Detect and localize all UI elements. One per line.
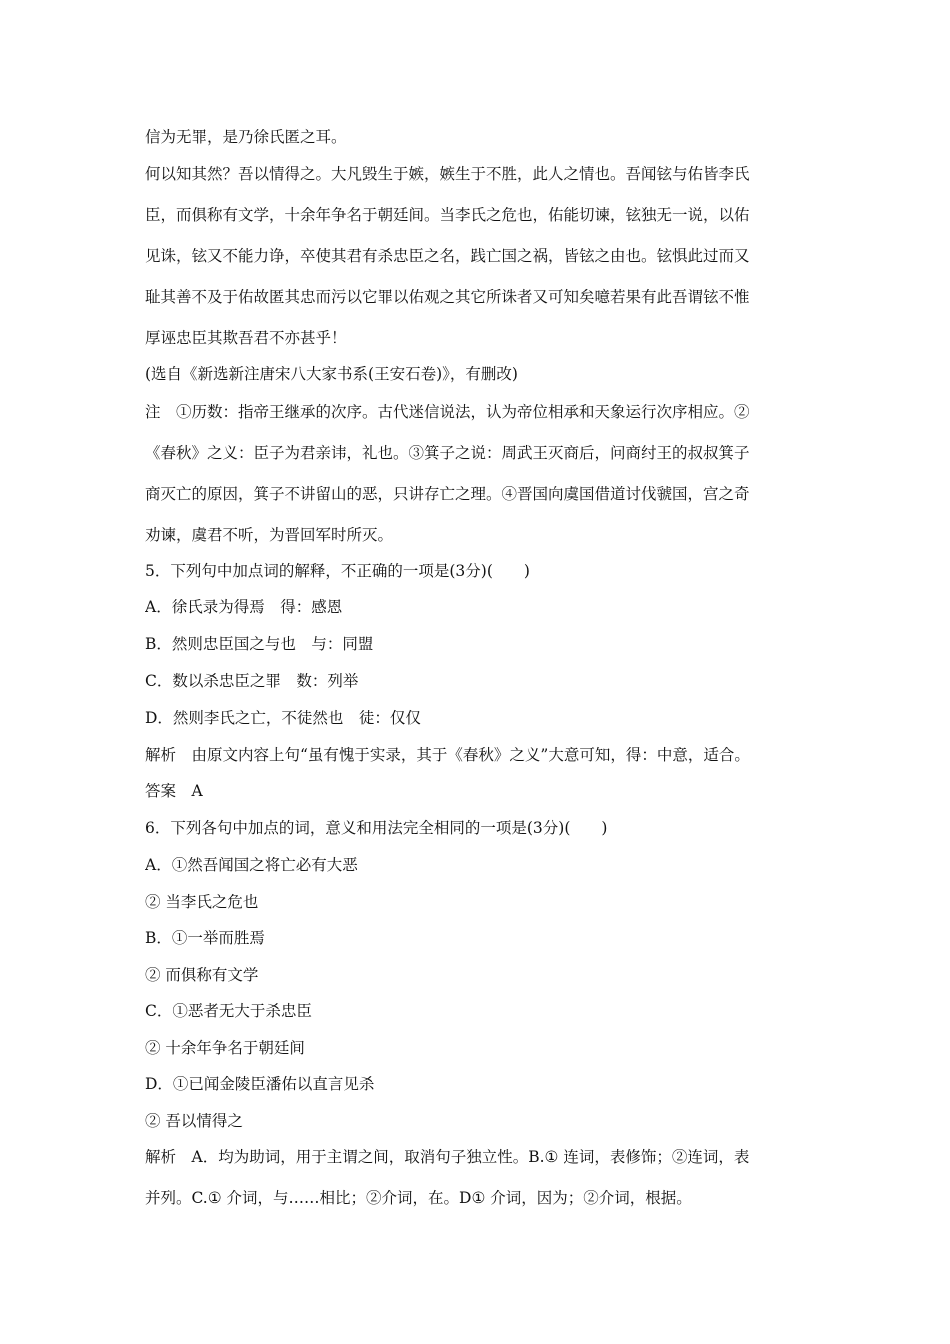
option-b: B．然则忠臣国之与也 与：同盟: [145, 635, 374, 653]
text-line: 厚诬忠臣其欺吾君不亦甚乎！: [145, 329, 347, 347]
option-c-sub: ② 十余年争名于朝廷间: [145, 1039, 305, 1057]
option-d: D．①已闻金陵臣潘佑以直言见杀: [145, 1075, 375, 1093]
footnote-line: 劝谏，虞君不听，为晋回军时所灭。: [145, 526, 394, 544]
text-line: 见诛，铉又不能力诤，卒使其君有杀忠臣之名，践亡国之祸，皆铉之由也。铉惧此过而又: [145, 247, 750, 265]
source-citation: (选自《新选新注唐宋八大家书系(王安石卷)》，有删改): [145, 365, 518, 383]
option-c: C．数以杀忠臣之罪 数：列举: [145, 672, 359, 690]
option-a-sub: ② 当李氏之危也: [145, 893, 259, 911]
answer: 答案 A: [145, 782, 203, 800]
question-5: 5．下列句中加点词的解释，不正确的一项是(3分)( ): [145, 562, 530, 580]
option-c: C．①恶者无大于杀忠臣: [145, 1002, 312, 1020]
analysis: 解析 A．均为助词，用于主谓之间，取消句子独立性。B.① 连词，表修饰；②连词，表: [145, 1148, 750, 1166]
analysis: 解析 由原文内容上句“虽有愧于实录，其于《春秋》之义”大意可知，得：中意，适合。: [145, 746, 750, 764]
option-a: A．徐氏录为得焉 得：感恩: [145, 598, 343, 616]
option-a: A．①然吾闻国之将亡必有大恶: [145, 856, 358, 874]
footnote-line: 注 ①历数：指帝王继承的次序。古代迷信说法，认为帝位相承和天象运行次序相应。②: [145, 403, 750, 421]
text-line: 何以知其然？吾以情得之。大凡毁生于嫉，嫉生于不胜，此人之情也。吾闻铉与佑皆李氏: [145, 165, 750, 183]
option-d-sub: ② 吾以情得之: [145, 1112, 243, 1130]
text-line: 耻其善不及于佑故匿其忠而污以它罪以佑观之其它所诛者又可知矣噫若果有此吾谓铉不惟: [145, 288, 750, 306]
footnote-line: 商灭亡的原因，箕子不讲留山的恶，只讲存亡之理。④晋国向虞国借道讨伐虢国，宫之奇: [145, 485, 750, 503]
option-b: B．①一举而胜焉: [145, 929, 265, 947]
text-line: 信为无罪，是乃徐氏匿之耳。: [145, 128, 347, 146]
text-line: 臣，而俱称有文学，十余年争名于朝廷间。当李氏之危也，佑能切谏，铉独无一说，以佑: [145, 206, 750, 224]
option-b-sub: ② 而俱称有文学: [145, 966, 259, 984]
question-6: 6．下列各句中加点的词，意义和用法完全相同的一项是(3分)( ): [145, 819, 608, 837]
option-d: D．然则李氏之亡，不徒然也 徒：仅仅: [145, 709, 421, 727]
analysis: 并列。C.① 介词，与……相比；②介词，在。D① 介词，因为；②介词，根据。: [145, 1189, 692, 1207]
footnote-line: 《春秋》之义：臣子为君亲讳，礼也。③箕子之说：周武王灭商后，问商纣王的叔叔箕子: [145, 444, 750, 462]
